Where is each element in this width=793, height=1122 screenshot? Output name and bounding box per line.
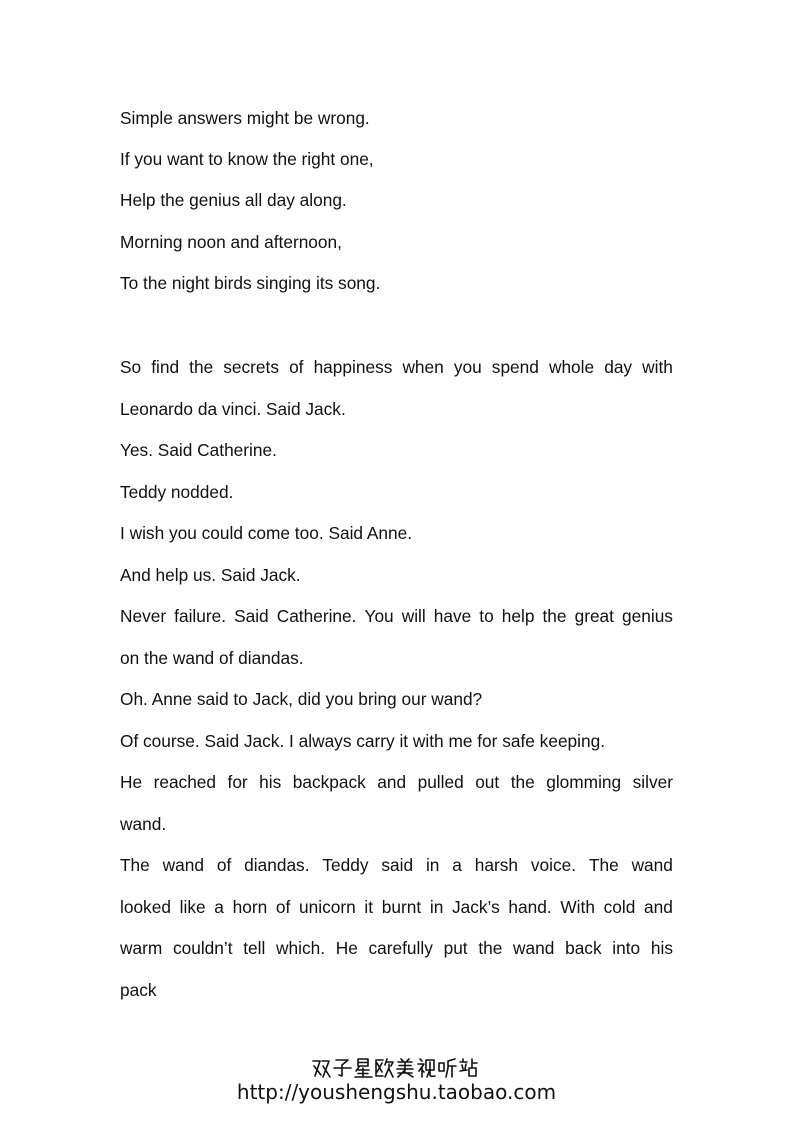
story-line: pack xyxy=(120,980,157,1000)
poem-line: If you want to know the right one, xyxy=(120,149,374,169)
story-line: So find the secrets of happiness when you spend whole day with xyxy=(120,357,673,377)
footer-store-name-logo xyxy=(0,1056,793,1080)
story-line: He reached for his backpack and pulled out the glomming silver xyxy=(120,772,673,792)
story-line: looked like a horn of unicorn it burnt in Jack’s hand. With cold and xyxy=(120,897,673,917)
glyph-mei xyxy=(397,1059,413,1077)
glyph-shuang xyxy=(313,1061,330,1077)
story-line: Yes. Said Catherine. xyxy=(120,440,277,460)
glyph-zi xyxy=(334,1060,351,1076)
poem-line: Help the genius all day along. xyxy=(120,190,347,210)
poem-line: Morning noon and afternoon, xyxy=(120,232,342,252)
poem-line: To the night birds singing its song. xyxy=(120,273,381,293)
story-line: Of course. Said Jack. I always carry it with me for safe keeping. xyxy=(120,731,606,751)
glyph-xing xyxy=(355,1059,372,1077)
story-line: Teddy nodded. xyxy=(120,482,234,502)
footer-url: http://youshengshu.taobao.com xyxy=(236,1080,557,1104)
story-line: And help us. Said Jack. xyxy=(120,565,301,585)
store-name-glyphs xyxy=(313,1059,477,1077)
story-line: on the wand of diandas. xyxy=(120,648,304,668)
glyph-ou xyxy=(376,1059,393,1077)
story-line: wand. xyxy=(120,814,167,834)
story-line: The wand of diandas. Teddy said in a harsh voice. The wand xyxy=(120,855,673,875)
poem-line: Simple answers might be wrong. xyxy=(120,108,370,128)
glyph-shi xyxy=(418,1059,435,1077)
story-line: Never failure. Said Catherine. You will have to help the great genius xyxy=(120,606,673,626)
story-line: Oh. Anne said to Jack, did you bring our wand? xyxy=(120,689,483,709)
glyph-zhan xyxy=(460,1059,477,1076)
story-line: I wish you could come too. Said Anne. xyxy=(120,523,413,543)
glyph-ting xyxy=(439,1059,456,1077)
story-line: warm couldn’t tell which. He carefully put the wand back into his xyxy=(120,938,673,958)
story-line: Leonardo da vinci. Said Jack. xyxy=(120,399,346,419)
